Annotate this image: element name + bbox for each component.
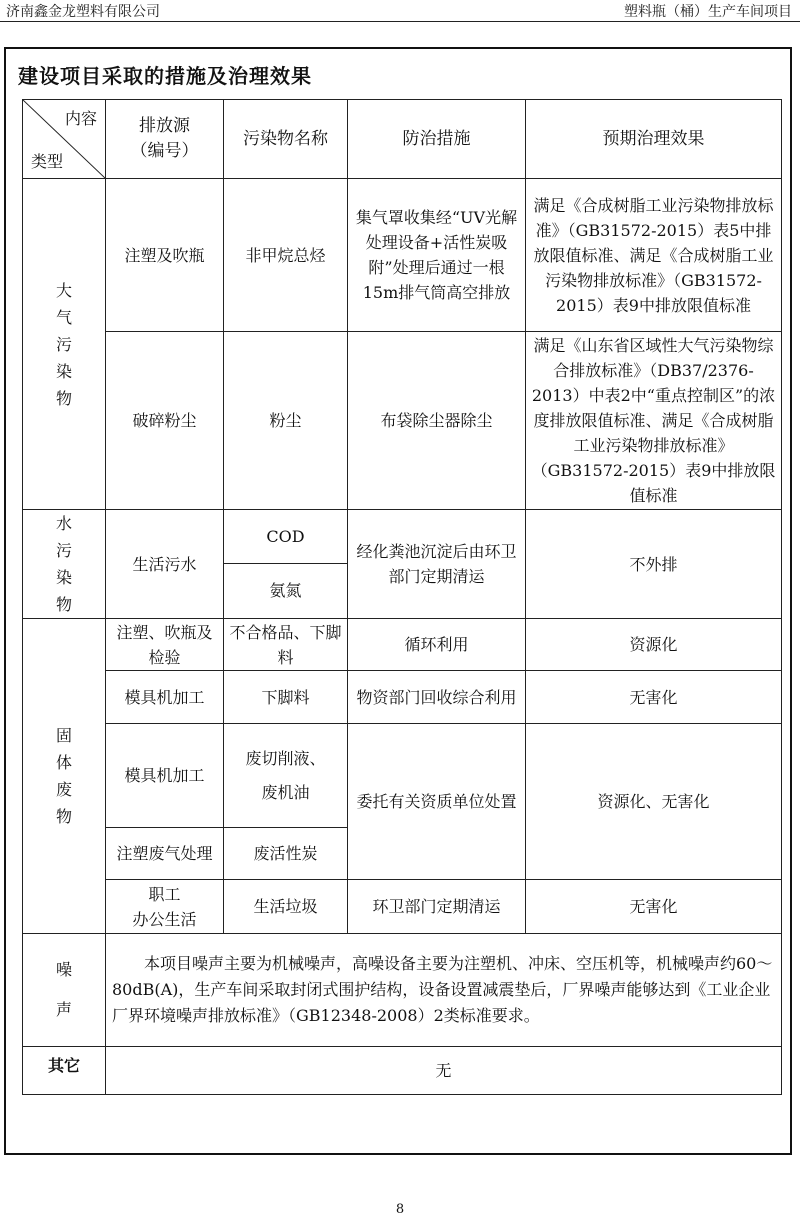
solid-r3-source: 模具机加工 <box>106 724 224 828</box>
table-row <box>23 179 782 332</box>
water-pollutant-ammonia: 氨氮 <box>224 563 348 618</box>
water-source: 生活污水 <box>106 510 224 619</box>
category-air: 大气污染物 <box>23 179 106 510</box>
solid-r5-measures: 环卫部门定期清运 <box>348 880 526 934</box>
solid-r5-source: 职工 办公生活 <box>106 880 224 934</box>
air-r2-effect: 满足《山东省区域性大气污染物综合排放标准》（DB37/2376-2013）中表2中“重点控制区”的浓度排放限值标准、满足《合成树脂工业污染物排放标准》（GB31572-2015）表9中排放限值标准 <box>526 332 782 510</box>
category-solid: 固体废物 <box>23 619 106 934</box>
header-rule <box>0 21 800 22</box>
table-row <box>23 880 782 934</box>
col-header-source: 排放源 （编号） <box>106 100 224 179</box>
air-r2-pollutant: 粉尘 <box>224 332 348 510</box>
solid-r2-source: 模具机加工 <box>106 671 224 724</box>
table-row <box>23 724 782 828</box>
air-r2-measures: 布袋除尘器除尘 <box>348 332 526 510</box>
table-row <box>23 1047 782 1095</box>
section-title: 建设项目采取的措施及治理效果 <box>18 64 312 88</box>
table-row <box>23 332 782 510</box>
noise-description: 本项目噪声主要为机械噪声，高噪设备主要为注塑机、冲床、空压机等，机械噪声约60～80dB(A)，生产车间采取封闭式围护结构，设备设置减震垫后，厂界噪声能够达到《工业企业厂界环境噪声排放标准》（GB12348-2008）2类标准要求。 <box>106 934 782 1047</box>
air-r1-measures: 集气罩收集经“UV光解处理设备+活性炭吸附”处理后通过一根15m排气筒高空排放 <box>348 179 526 332</box>
col-header-pollutant: 污染物名称 <box>224 100 348 179</box>
header-company: 济南鑫金龙塑料有限公司 <box>6 4 160 20</box>
table-row <box>23 510 782 564</box>
air-r1-pollutant: 非甲烷总烃 <box>224 179 348 332</box>
solid-r2-effect: 无害化 <box>526 671 782 724</box>
measures-table <box>22 99 782 1095</box>
table-row <box>23 619 782 671</box>
page-number: 8 <box>395 1202 405 1217</box>
solid-r34-measures: 委托有关资质单位处置 <box>348 724 526 880</box>
col-header-measures: 防治措施 <box>348 100 526 179</box>
other-description: 无 <box>106 1047 782 1095</box>
water-effect: 不外排 <box>526 510 782 619</box>
category-other: 其它 <box>23 1047 106 1095</box>
solid-r1-source: 注塑、吹瓶及检验 <box>106 619 224 671</box>
header-project: 塑料瓶（桶）生产车间项目 <box>624 4 792 20</box>
solid-r5-effect: 无害化 <box>526 880 782 934</box>
diag-content-label: 内容 <box>64 109 97 128</box>
air-r1-effect: 满足《合成树脂工业污染物排放标准》（GB31572-2015）表5中排放限值标准、满足《合成树脂工业污染物排放标准》（GB31572-2015）表9中排放限值标准 <box>526 179 782 332</box>
table-row <box>23 671 782 724</box>
category-noise: 噪声 <box>23 934 106 1047</box>
solid-r5-pollutant: 生活垃圾 <box>224 880 348 934</box>
col-header-effect: 预期治理效果 <box>526 100 782 179</box>
solid-r4-source: 注塑废气处理 <box>106 828 224 880</box>
solid-r2-pollutant: 下脚料 <box>224 671 348 724</box>
air-r1-source: 注塑及吹瓶 <box>106 179 224 332</box>
diag-type-label: 类型 <box>31 152 64 171</box>
solid-r1-pollutant: 不合格品、下脚料 <box>224 619 348 671</box>
page-header <box>0 0 800 21</box>
water-pollutant-cod: COD <box>224 510 348 564</box>
solid-r2-measures: 物资部门回收综合利用 <box>348 671 526 724</box>
solid-r3-pollutant: 废切削液、 废机油 <box>224 724 348 828</box>
air-r2-source: 破碎粉尘 <box>106 332 224 510</box>
water-measures: 经化粪池沉淀后由环卫部门定期清运 <box>348 510 526 619</box>
solid-r4-pollutant: 废活性炭 <box>224 828 348 880</box>
diagonal-header-cell <box>23 100 106 179</box>
table-header-row <box>23 100 782 179</box>
solid-r1-effect: 资源化 <box>526 619 782 671</box>
category-water: 水污染物 <box>23 510 106 619</box>
solid-r34-effect: 资源化、无害化 <box>526 724 782 880</box>
solid-r1-measures: 循环利用 <box>348 619 526 671</box>
table-row <box>23 934 782 1047</box>
